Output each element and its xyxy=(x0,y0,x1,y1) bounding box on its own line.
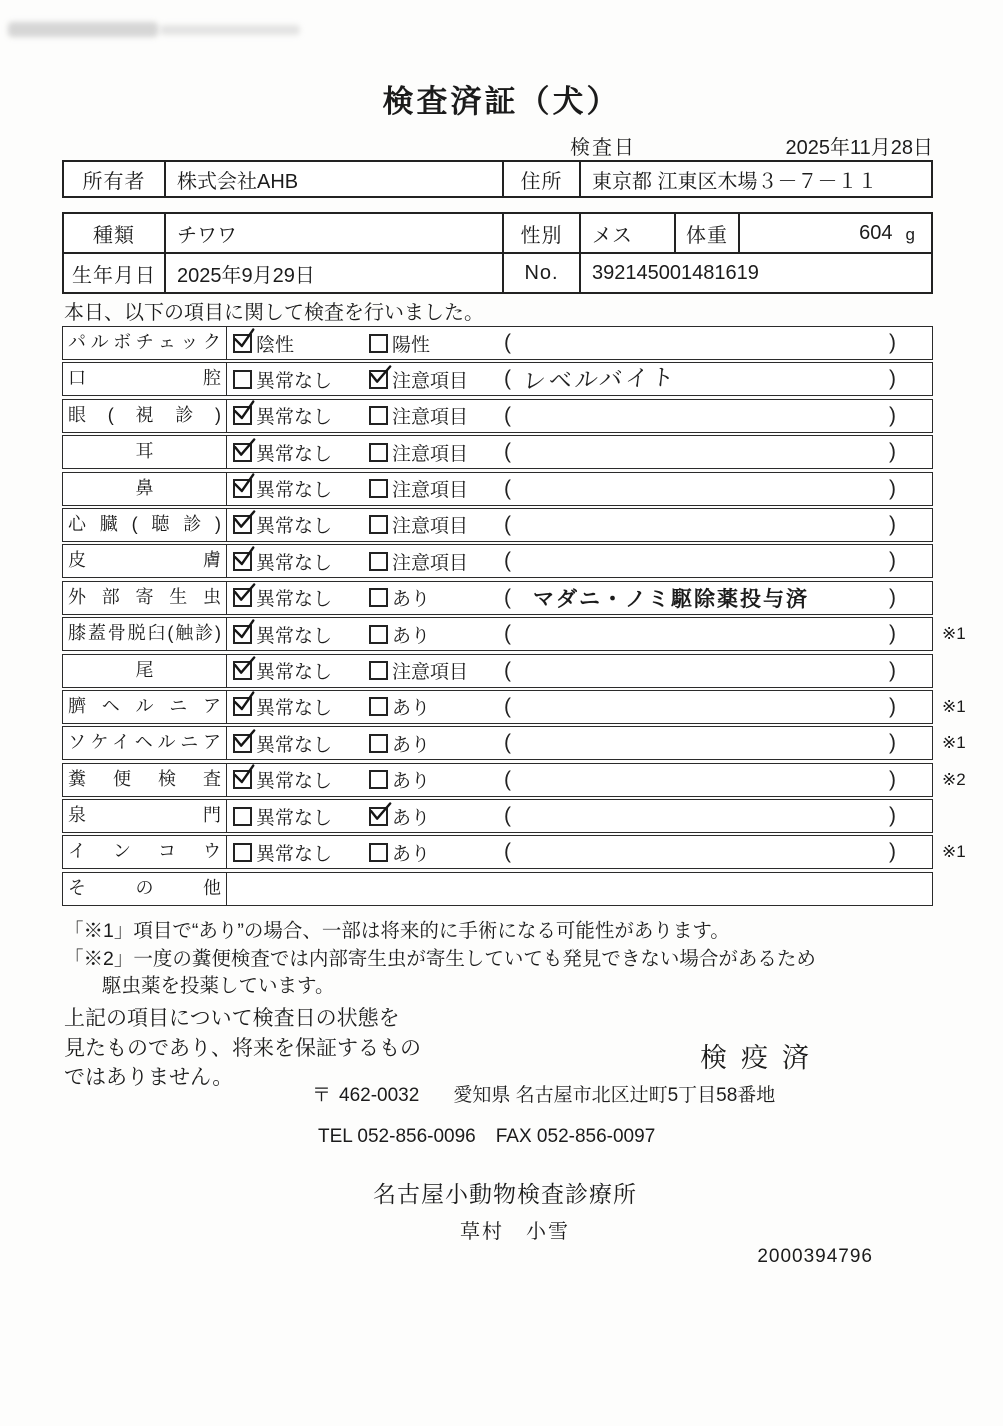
checkbox-icon xyxy=(233,843,252,862)
inspection-date-label: 検査日 xyxy=(570,137,636,159)
owner-value: 株式会社AHB xyxy=(166,162,504,196)
option-1-label: 異常なし xyxy=(256,807,333,829)
address-label: 住所 xyxy=(504,162,581,196)
weight-number: 604 xyxy=(859,221,893,244)
option-2-label: 注意項目 xyxy=(392,662,469,684)
option-2-label: 注意項目 xyxy=(392,370,469,392)
option-1-label: 異常なし xyxy=(256,480,333,502)
clinic-address-line xyxy=(312,1080,775,1107)
inspection-item-label: ソケイヘルニア xyxy=(63,727,227,759)
inspection-row xyxy=(62,835,966,869)
option-1 xyxy=(233,439,369,466)
remarks-field xyxy=(504,549,932,573)
option-2-label: あり xyxy=(392,698,431,720)
quarantine-stamp: 検疫済 xyxy=(700,1043,823,1073)
remarks-field xyxy=(504,804,932,828)
animal-row-breed xyxy=(64,214,931,254)
checkbox-icon xyxy=(233,770,252,789)
inspection-row-content xyxy=(227,618,932,650)
checkbox-icon xyxy=(369,697,388,716)
footnote-2-continued: 駆虫薬を投薬しています。 xyxy=(102,975,335,997)
option-1-label: 異常なし xyxy=(256,698,333,720)
paren-open-icon: ( xyxy=(504,512,511,536)
inspection-row-content xyxy=(227,327,932,359)
inspection-row xyxy=(62,435,933,469)
weight-unit: g xyxy=(905,225,915,244)
option-2 xyxy=(369,693,504,720)
remarks-field xyxy=(504,363,932,396)
inspection-row xyxy=(62,872,933,906)
option-1-label: 異常なし xyxy=(256,734,333,756)
checkmark-icon xyxy=(231,471,258,496)
checkbox-icon xyxy=(233,479,252,498)
inspection-row-content xyxy=(227,873,932,905)
paren-open-icon: ( xyxy=(504,440,511,464)
paren-open-icon: ( xyxy=(504,622,511,646)
remarks-field xyxy=(504,513,932,537)
inspection-item-label: 外部寄生虫 xyxy=(63,582,227,614)
footnote-marker: ※1 xyxy=(942,624,966,644)
footnote-1: 「※1」項目で“あり”の場合、一部は将来的に手術になる可能性があります。 xyxy=(64,920,730,942)
paren-close-icon: ) xyxy=(889,767,896,791)
option-2-label: あり xyxy=(392,734,431,756)
option-1 xyxy=(233,730,369,757)
option-2-label: 注意項目 xyxy=(392,480,469,502)
inspection-row-content xyxy=(227,655,932,687)
paren-close-icon: ) xyxy=(889,367,896,391)
footnote-marker: ※2 xyxy=(942,769,966,789)
option-1 xyxy=(233,511,369,538)
postal-mark-icon: 〒 xyxy=(312,1085,332,1106)
option-1-label: 異常なし xyxy=(256,370,333,392)
paren-close-icon: ) xyxy=(889,476,896,500)
inspection-row-content xyxy=(227,582,932,614)
inspection-row xyxy=(62,544,933,578)
checkmark-icon xyxy=(232,508,258,532)
address-value: 東京都 江東区木場３－７－１１ xyxy=(592,170,878,193)
remarks-field xyxy=(504,440,932,464)
checkbox-icon xyxy=(369,588,388,607)
checkmark-icon xyxy=(232,726,258,750)
option-1 xyxy=(233,621,369,648)
inspection-row-content xyxy=(227,363,932,395)
inspection-item-label: 臍ヘルニア xyxy=(63,691,227,723)
disclaimer-line-2: 見たものであり、将来を保証するもの xyxy=(64,1036,421,1060)
inspection-item-label: 膝蓋骨脱臼(触診) xyxy=(63,618,227,650)
inspection-row xyxy=(62,617,966,651)
birth-value: 2025年9月29日 xyxy=(166,254,504,292)
checkmark-icon xyxy=(368,799,394,823)
clinic-name: 名古屋小動物検査診療所 xyxy=(373,1181,637,1207)
inspection-item-label: 泉門 xyxy=(63,800,227,832)
checkbox-icon xyxy=(233,734,252,753)
checkbox-icon xyxy=(369,334,388,353)
checkbox-icon xyxy=(233,515,252,534)
option-2 xyxy=(369,475,504,502)
paren-close-icon: ) xyxy=(889,549,896,573)
paren-open-icon: ( xyxy=(504,403,511,427)
option-2 xyxy=(369,657,504,684)
option-1 xyxy=(233,330,369,357)
option-1 xyxy=(233,839,369,866)
inspection-row xyxy=(62,690,966,724)
checkbox-icon xyxy=(369,443,388,462)
option-1-label: 異常なし xyxy=(256,843,333,865)
option-1 xyxy=(233,584,369,611)
checkbox-icon xyxy=(369,770,388,789)
inspection-row xyxy=(62,472,933,506)
option-1-label: 異常なし xyxy=(256,771,333,793)
option-2 xyxy=(369,402,504,429)
clinic-fax: FAX 052-856-0097 xyxy=(495,1126,656,1147)
remarks-field xyxy=(504,622,932,646)
clinic-address: 愛知県 名古屋市北区辻町5丁目58番地 xyxy=(453,1085,776,1106)
serial-number: 2000394796 xyxy=(757,1246,873,1267)
paren-close-icon: ) xyxy=(889,731,896,755)
inspection-row-content xyxy=(227,800,932,832)
remarks-field xyxy=(504,731,932,755)
inspection-item-label: 口腔 xyxy=(63,363,227,395)
owner-label: 所有者 xyxy=(64,162,166,196)
option-1 xyxy=(233,475,369,502)
paren-open-icon: ( xyxy=(504,331,511,354)
checkbox-icon xyxy=(369,552,388,571)
inspection-row-content xyxy=(227,691,932,723)
paren-open-icon: ( xyxy=(504,585,511,609)
option-1-label: 陰性 xyxy=(256,334,295,356)
checkbox-icon xyxy=(369,807,388,826)
inspection-item-label: 皮膚 xyxy=(63,545,227,577)
weight-value xyxy=(740,214,931,252)
checkmark-icon xyxy=(232,435,258,459)
postal-code: 462-0032 xyxy=(339,1085,420,1106)
checkmark-icon xyxy=(231,398,258,423)
scan-smudge xyxy=(160,25,300,35)
paren-close-icon: ) xyxy=(889,440,896,464)
checkmark-icon xyxy=(232,581,258,605)
weight-label: 体重 xyxy=(676,214,740,252)
option-2-label: 陽性 xyxy=(392,334,431,356)
option-1-label: 異常なし xyxy=(256,552,333,574)
inspection-item-label: 耳 xyxy=(63,436,227,468)
paren-open-icon: ( xyxy=(504,549,511,573)
option-2 xyxy=(369,366,504,393)
paren-close-icon: ) xyxy=(889,694,896,718)
inspection-row-content xyxy=(227,764,932,796)
breed-value: チワワ xyxy=(166,214,504,252)
footnotes xyxy=(64,918,816,1001)
option-2-label: あり xyxy=(392,807,431,829)
owner-table xyxy=(62,160,933,198)
checkmark-icon xyxy=(231,617,258,642)
remarks-text: レベルバイト xyxy=(521,363,679,394)
remarks-text: マダニ・ノミ駆除薬投与済 xyxy=(533,587,809,611)
checkbox-icon xyxy=(369,406,388,425)
inspection-row xyxy=(62,654,933,688)
remarks-field xyxy=(504,659,932,683)
clinic-contact-line xyxy=(318,1126,655,1148)
checkbox-icon xyxy=(369,515,388,534)
option-2-label: 注意項目 xyxy=(392,443,469,465)
option-1 xyxy=(233,766,369,793)
inspection-row-content xyxy=(227,836,932,868)
inspection-row xyxy=(62,726,966,760)
option-1 xyxy=(233,803,369,830)
paren-close-icon: ) xyxy=(889,804,896,828)
footnote-marker: ※1 xyxy=(942,733,966,753)
option-1-label: 異常なし xyxy=(256,407,333,429)
inspection-table xyxy=(62,326,966,908)
option-1 xyxy=(233,548,369,575)
remarks-field xyxy=(504,331,932,355)
no-label: No. xyxy=(504,254,581,292)
checkbox-icon xyxy=(233,697,252,716)
checkbox-icon xyxy=(233,370,252,389)
inspection-row xyxy=(62,581,933,615)
checkbox-icon xyxy=(233,406,252,425)
option-2 xyxy=(369,330,504,357)
paren-close-icon: ) xyxy=(889,658,896,682)
checkbox-icon xyxy=(369,661,388,680)
option-2 xyxy=(369,511,504,538)
checkbox-icon xyxy=(233,588,252,607)
paren-close-icon: ) xyxy=(889,403,896,427)
inspection-item-label: 心臓(聴診) xyxy=(63,509,227,541)
option-2 xyxy=(369,548,504,575)
inspection-row-content xyxy=(227,509,932,541)
option-2-label: あり xyxy=(392,589,431,611)
inspection-row xyxy=(62,763,966,797)
checkbox-icon xyxy=(369,370,388,389)
page-title: 検査済証（犬） xyxy=(382,84,621,119)
checkbox-icon xyxy=(233,625,252,644)
checkbox-icon xyxy=(369,734,388,753)
footnote-2: 「※2」一度の糞便検査では内部寄生虫が寄生していても発見できない場合があるため xyxy=(64,947,816,970)
checkmark-icon xyxy=(368,362,394,386)
checkbox-icon xyxy=(369,479,388,498)
inspection-row-content xyxy=(227,545,932,577)
inspection-item-label: 糞便検査 xyxy=(63,764,227,796)
option-1-label: 異常なし xyxy=(256,625,333,647)
inspection-date-value: 2025年11月28日 xyxy=(785,137,933,159)
paren-close-icon: ) xyxy=(889,512,896,536)
footnote-marker: ※1 xyxy=(942,696,966,716)
paren-open-icon: ( xyxy=(504,476,511,500)
remarks-field xyxy=(504,404,932,428)
option-2 xyxy=(369,439,504,466)
option-2 xyxy=(369,803,504,830)
option-2 xyxy=(369,766,504,793)
option-1 xyxy=(233,402,369,429)
checkmark-icon xyxy=(231,762,258,787)
inspection-item-label: パルボチェック xyxy=(63,327,227,359)
inspection-row xyxy=(62,799,933,833)
remarks-field xyxy=(504,768,932,792)
paren-open-icon: ( xyxy=(504,731,511,755)
paren-open-icon: ( xyxy=(504,840,511,864)
checkbox-icon xyxy=(369,843,388,862)
remarks-field xyxy=(504,695,932,719)
paren-open-icon: ( xyxy=(504,367,511,391)
option-2 xyxy=(369,621,504,648)
intro-text: 本日、以下の項目に関して検査を行いました。 xyxy=(64,302,484,324)
paren-close-icon: ) xyxy=(889,622,896,646)
option-1 xyxy=(233,657,369,684)
footnote-marker: ※1 xyxy=(942,842,966,862)
inspection-row-content xyxy=(227,400,932,432)
checkbox-icon xyxy=(233,334,252,353)
option-1-label: 異常なし xyxy=(256,443,333,465)
checkbox-icon xyxy=(233,807,252,826)
inspection-row-content xyxy=(227,727,932,759)
remarks-field xyxy=(504,583,932,613)
clinic-block xyxy=(0,1176,1003,1244)
paren-close-icon: ) xyxy=(889,840,896,864)
option-2 xyxy=(369,839,504,866)
scan-smudge xyxy=(8,22,158,37)
breed-label: 種類 xyxy=(64,214,166,252)
disclaimer-line-3: ではありません。 xyxy=(64,1066,234,1089)
option-1-label: 異常なし xyxy=(256,589,333,611)
checkmark-icon xyxy=(231,690,258,715)
inspection-item-label: 眼(視診) xyxy=(63,400,227,432)
option-1 xyxy=(233,366,369,393)
option-2-label: あり xyxy=(392,625,431,647)
option-2-label: 注意項目 xyxy=(392,407,469,429)
inspection-item-label: 尾 xyxy=(63,655,227,687)
paren-open-icon: ( xyxy=(504,694,511,718)
veterinarian-name: 草村 小雪 xyxy=(460,1221,570,1243)
inspection-row xyxy=(62,362,933,396)
inspection-row xyxy=(62,326,933,360)
option-2-label: 注意項目 xyxy=(392,516,469,538)
sex-value: メス xyxy=(581,214,676,252)
paren-open-icon: ( xyxy=(504,658,511,682)
inspection-item-label: その他 xyxy=(63,873,227,905)
checkmark-icon xyxy=(231,544,258,569)
checkbox-icon xyxy=(233,661,252,680)
animal-table xyxy=(62,212,933,294)
inspection-row-content xyxy=(227,436,932,468)
disclaimer-line-1: 上記の項目について検査日の状態を xyxy=(64,1007,400,1030)
option-1 xyxy=(233,693,369,720)
option-1-label: 異常なし xyxy=(256,662,333,684)
option-2-label: あり xyxy=(392,843,431,865)
checkbox-icon xyxy=(233,552,252,571)
option-2 xyxy=(369,584,504,611)
checkmark-icon xyxy=(232,654,258,678)
inspection-row-content xyxy=(227,473,932,505)
option-1-label: 異常なし xyxy=(256,516,333,538)
inspection-item-label: インコウ xyxy=(63,836,227,868)
no-value: 392145001481619 xyxy=(592,261,759,284)
sex-label: 性別 xyxy=(504,214,581,252)
paren-close-icon: ) xyxy=(889,585,896,609)
checkbox-icon xyxy=(369,625,388,644)
option-2-label: 注意項目 xyxy=(392,552,469,574)
paren-close-icon: ) xyxy=(889,331,896,354)
inspection-row xyxy=(62,399,933,433)
checkmark-icon xyxy=(231,326,258,351)
option-2-label: あり xyxy=(392,771,431,793)
inspection-item-label: 鼻 xyxy=(63,473,227,505)
paren-open-icon: ( xyxy=(504,804,511,828)
animal-row-birth xyxy=(64,254,931,292)
option-2 xyxy=(369,730,504,757)
checkbox-icon xyxy=(233,443,252,462)
clinic-tel: TEL 052-856-0096 xyxy=(318,1126,476,1147)
paren-open-icon: ( xyxy=(504,767,511,791)
remarks-field xyxy=(504,840,932,864)
inspection-row xyxy=(62,508,933,542)
birth-label: 生年月日 xyxy=(64,254,166,292)
remarks-field xyxy=(504,477,932,501)
